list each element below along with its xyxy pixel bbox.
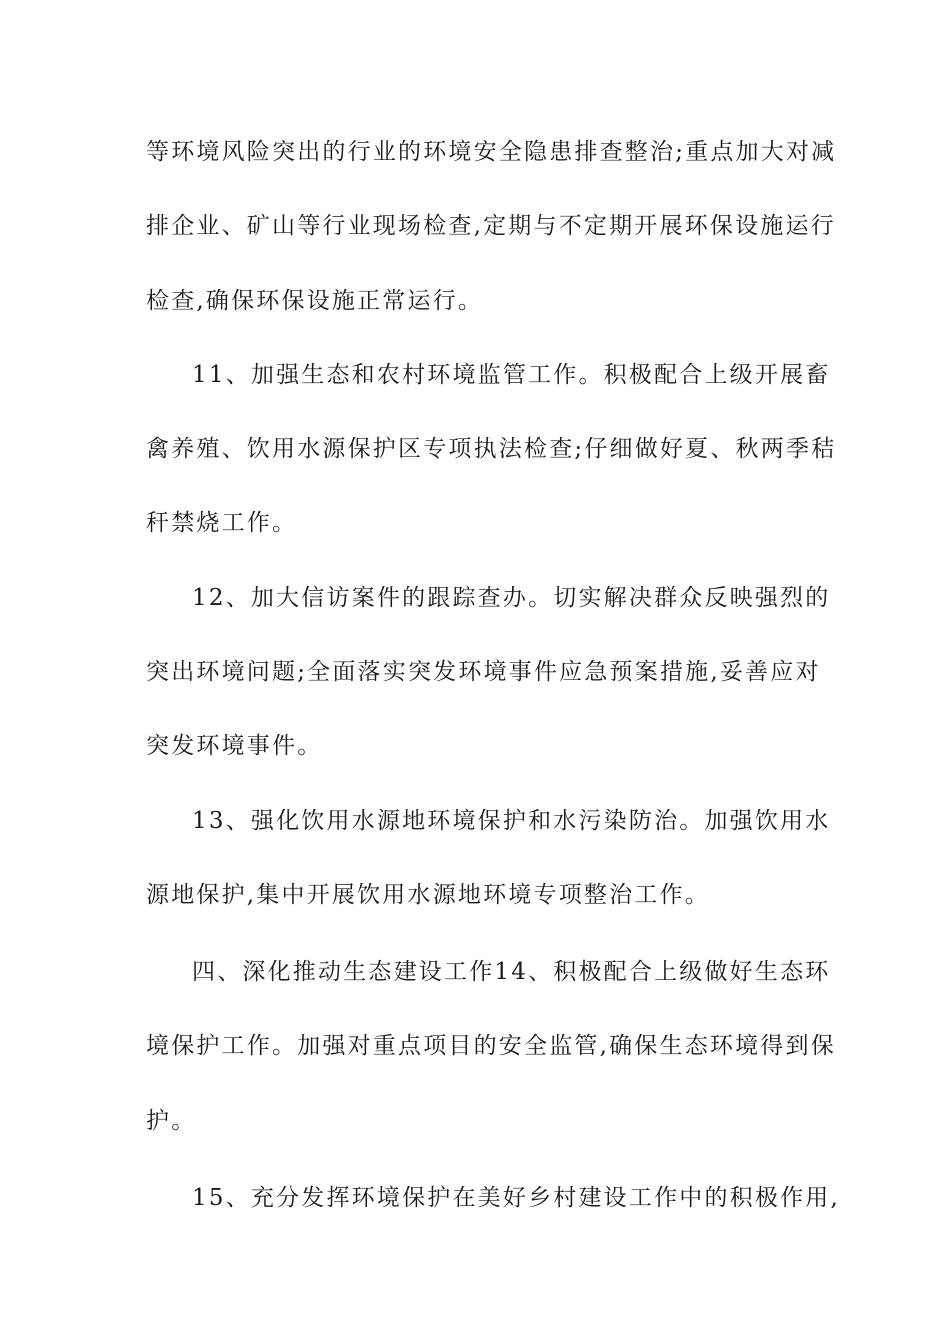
- paragraph-11-start: 11、加强生态和农村环境监管工作。积极配合上级开展畜: [192, 362, 831, 388]
- section-4-heading-line: 四、深化推动生态建设工作14、积极配合上级做好生态环: [192, 959, 831, 985]
- text-line: 突出环境问题;全面落实突发环境事件应急预案措施,妥善应对: [146, 659, 821, 685]
- text-line: 检查,确保环保设施正常运行。: [146, 288, 484, 314]
- paragraph-15-start: 15、充分发挥环境保护在美好乡村建设工作中的积极作用,: [192, 1185, 840, 1211]
- paragraph-13-start: 13、强化饮用水源地环境保护和水污染防治。加强饮用水: [192, 808, 831, 834]
- text-line: 护。: [146, 1108, 197, 1134]
- paragraph-12-start: 12、加大信访案件的跟踪查办。切实解决群众反映强烈的: [192, 585, 831, 611]
- text-line: 秆禁烧工作。: [146, 510, 298, 536]
- text-line: 排企业、矿山等行业现场检查,定期与不定期开展环保设施运行: [146, 213, 836, 239]
- text-line: 境保护工作。加强对重点项目的安全监管,确保生态环境得到保: [146, 1033, 836, 1059]
- text-line: 禽养殖、饮用水源保护区专项执法检查;仔细做好夏、秋两季秸: [146, 436, 837, 462]
- text-line: 源地保护,集中开展饮用水源地环境专项整治工作。: [146, 882, 710, 908]
- text-line: 等环境风险突出的行业的环境安全隐患排查整治;重点加大对减: [146, 139, 837, 165]
- text-line: 突发环境事件。: [146, 733, 323, 759]
